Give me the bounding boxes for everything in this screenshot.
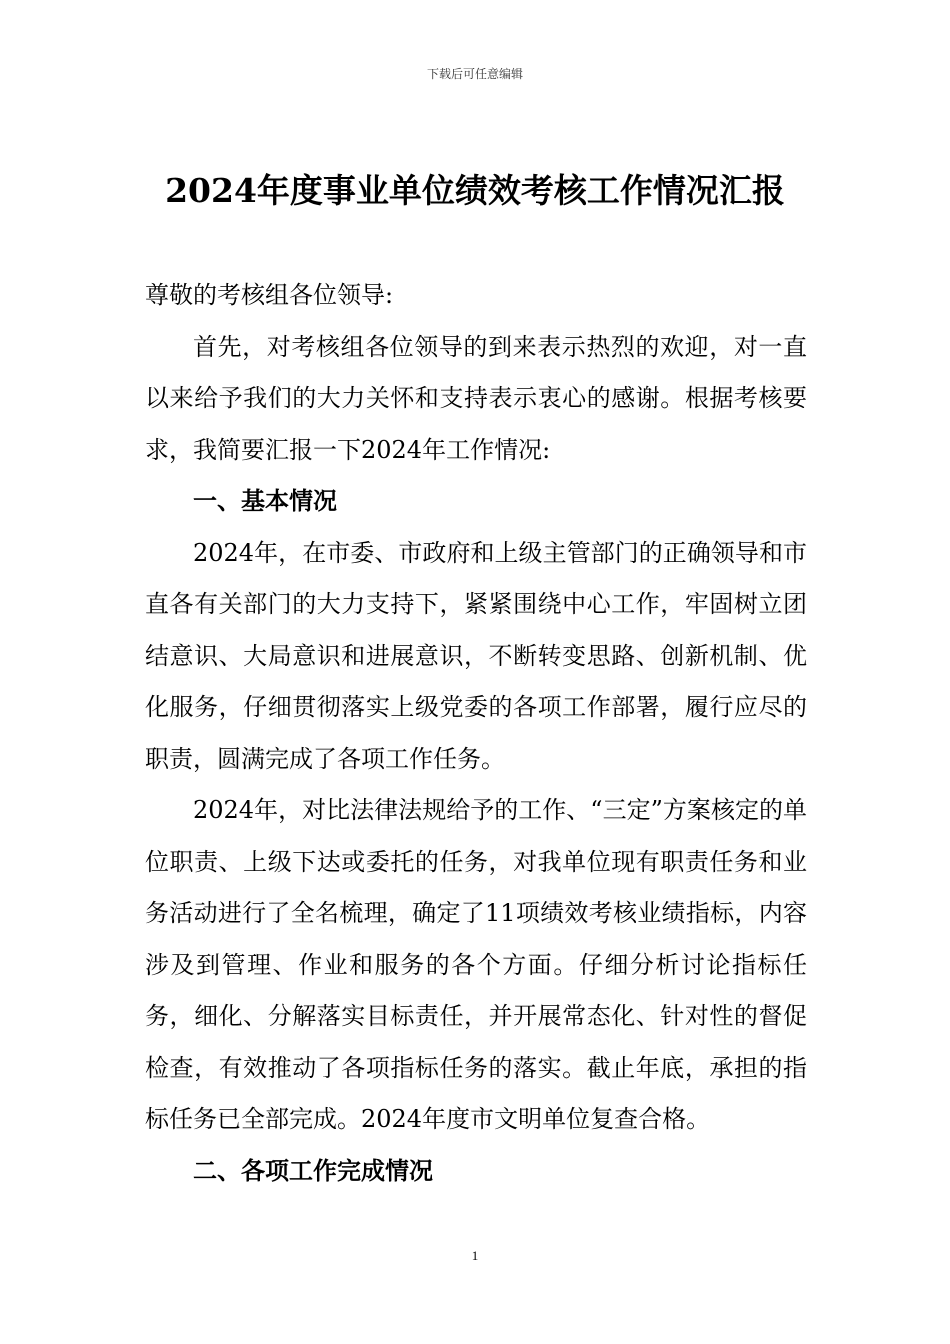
page-number: 1 [471,1248,479,1263]
basic-situation-paragraph-2: 2024年，对比法律法规给予的工作、“三定”方案核定的单位职责、上级下达或委托的任务，对我单位现有职责任务和业务活动进行了全名梳理，确定了11项绩效考核业绩指标，内容涉及到管理、作业和服务的各个方面。仔细分析讨论指标任务，细化、分解落实目标责任，并开展常态化、针对性的督促检查，有效推动了各项指标任务的落实。截止年底，承担的指标任务已全部完成。2024年度市文明单位复查合格。 [145,796,807,1133]
document-title: 2024年度事业单位绩效考核工作情况汇报 [165,171,785,210]
salutation: 尊敬的考核组各位领导: [145,281,394,309]
header-note: 下载后可任意编辑 [426,67,523,81]
basic-situation-paragraph-1: 2024年，在市委、市政府和上级主管部门的正确领导和市直各有关部门的大力支持下，紧紧围绕中心工作，牢固树立团结意识、大局意识和进展意识，不断转变思路、创新机制、优化服务，仔细贯彻落实上级党委的各项工作部署，履行应尽的职责，圆满完成了各项工作任务。 [145,538,807,773]
document-body [145,270,807,1197]
section-heading-basic-situation: 一、基本情况 [193,487,337,515]
section-heading-work-completion: 二、各项工作完成情况 [193,1156,433,1185]
intro-paragraph: 首先，对考核组各位领导的到来表示热烈的欢迎，对一直以来给予我们的大力关怀和支持表示衷心的感谢。根据考核要求，我简要汇报一下2024年工作情况: [145,332,807,464]
